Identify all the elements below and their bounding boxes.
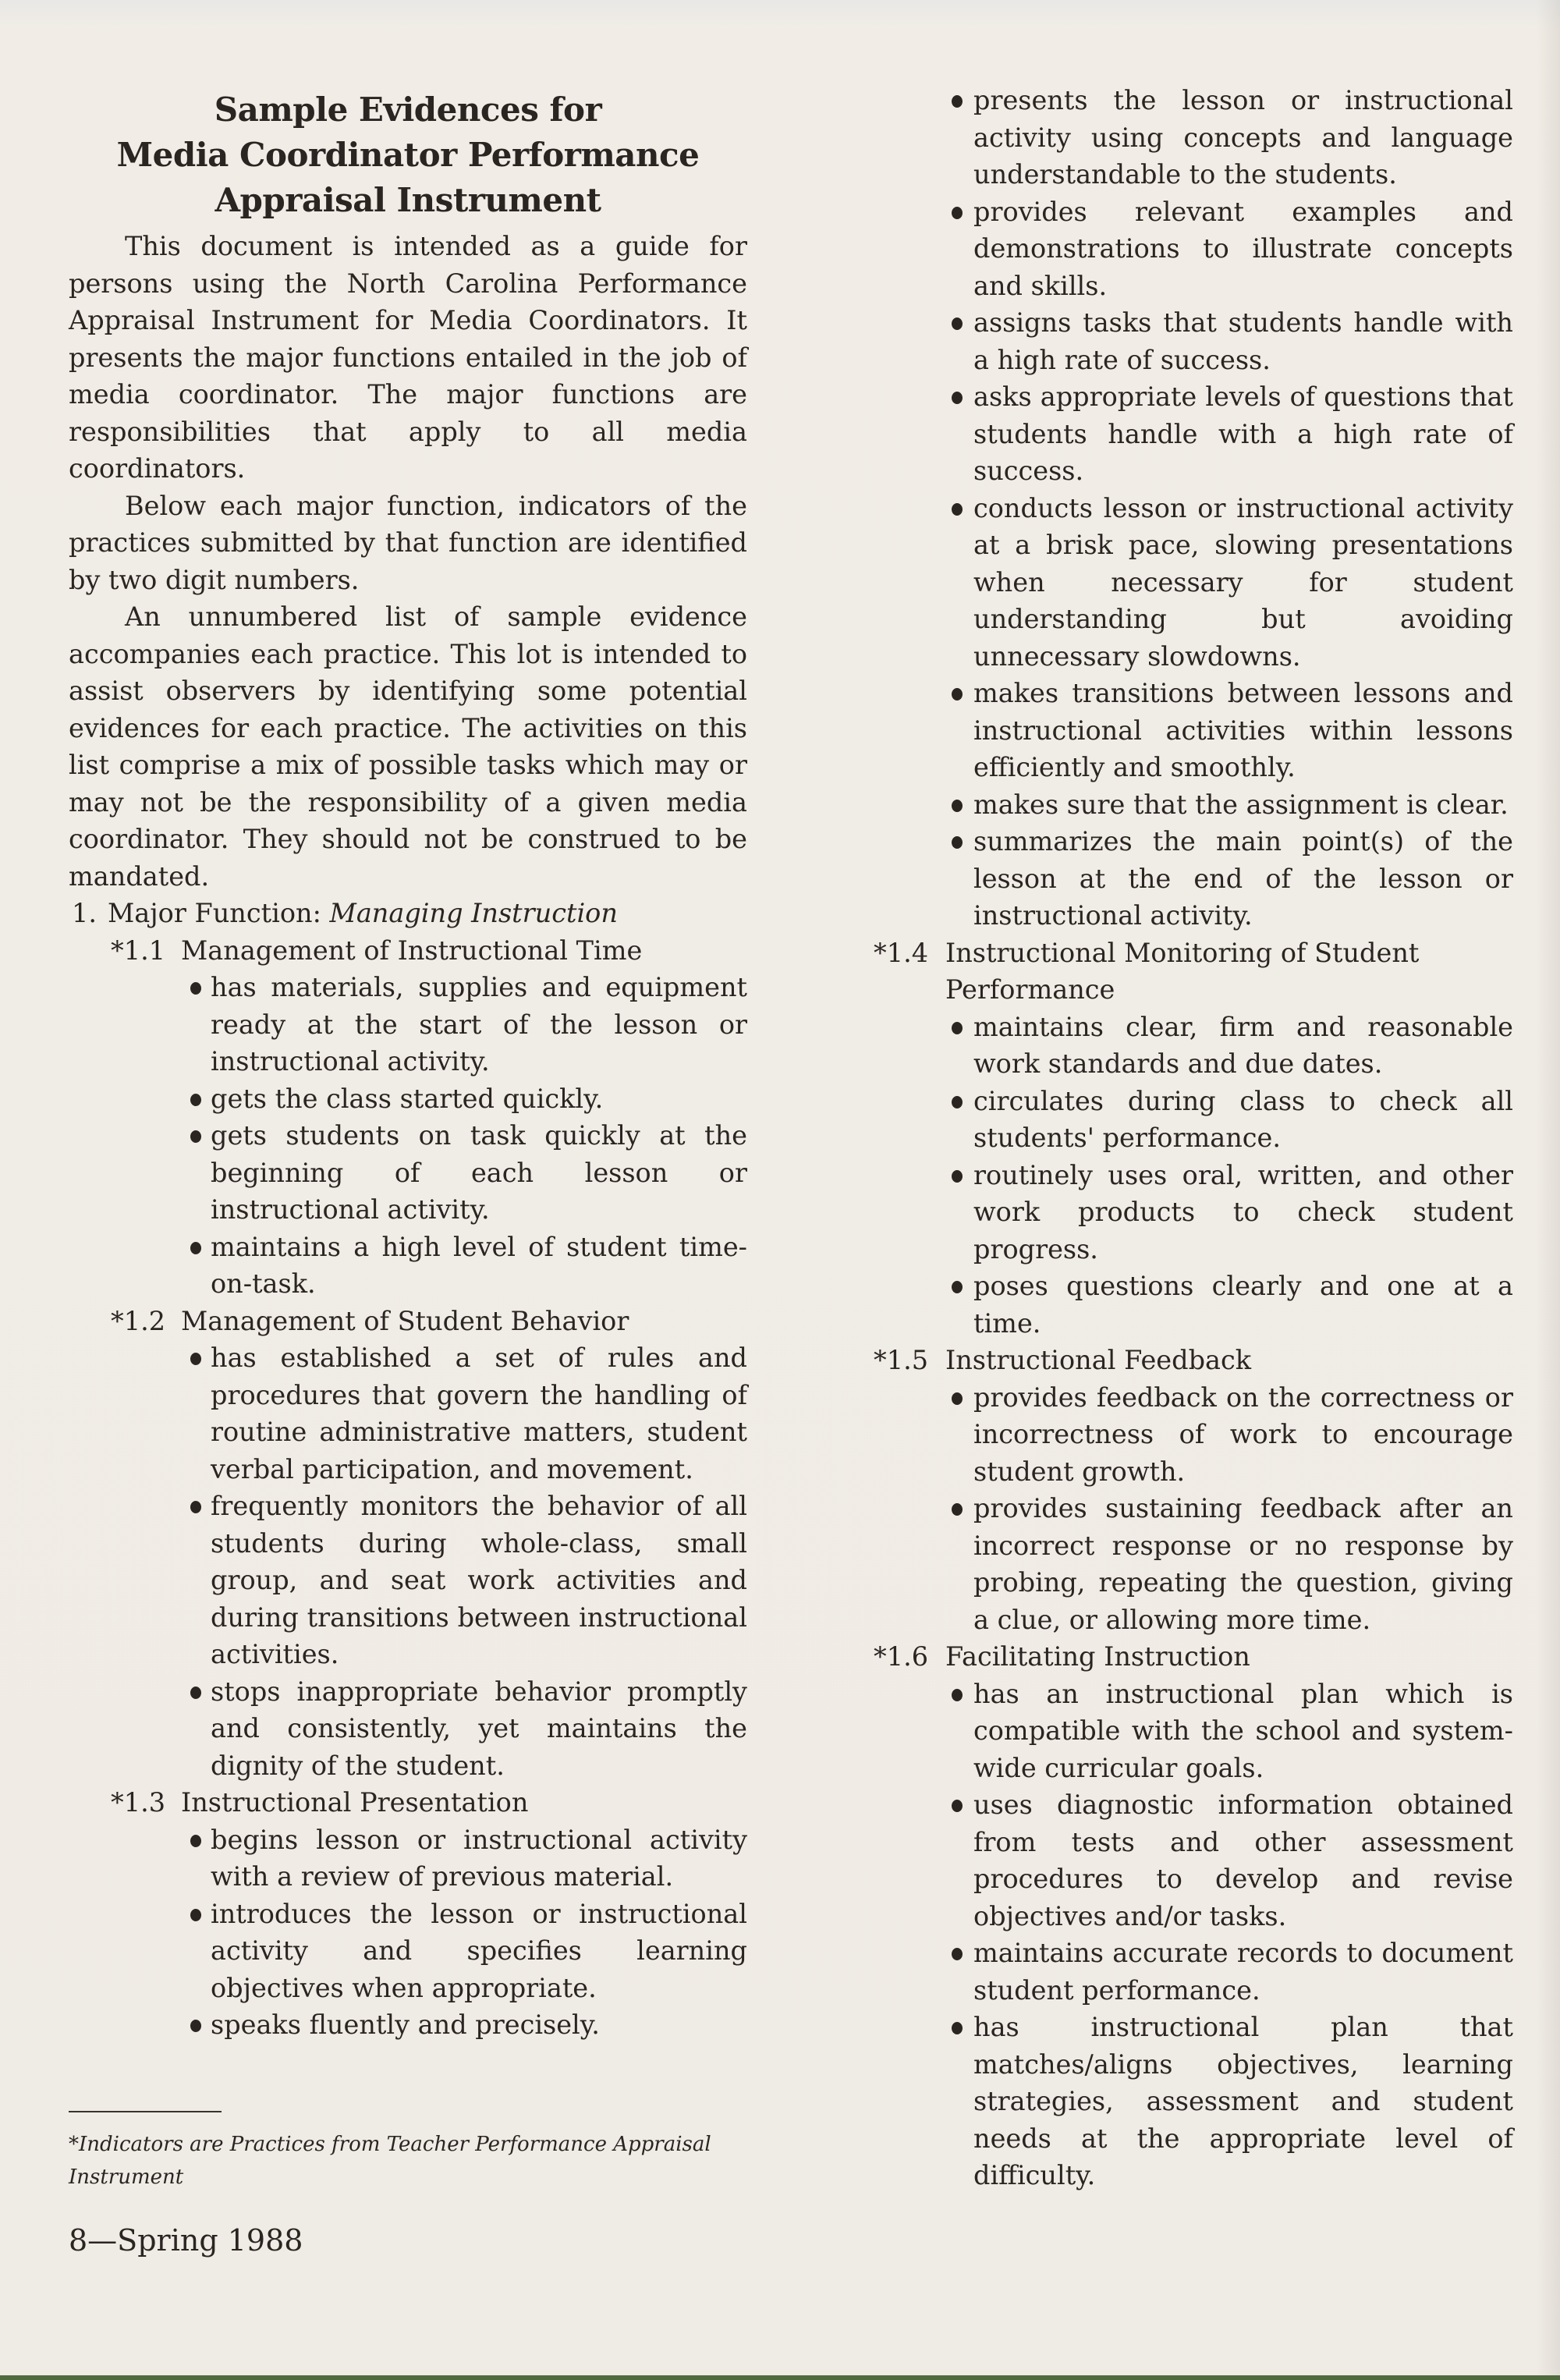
- indicator-number: *1.3: [111, 1787, 166, 1818]
- evidence-item: has instructional plan that matches/aligns objectives, learning strategies, assessment and student needs at the appropriate level of difficulty.: [874, 2009, 1513, 2194]
- major-function-heading: [69, 895, 747, 932]
- evidence-item: uses diagnostic information obtained from tests and other assessment procedures to develop and revise objectives and/or tasks.: [874, 1786, 1513, 1935]
- indicator-heading: [874, 935, 1513, 1009]
- title-line: Sample Evidences for: [214, 90, 602, 129]
- evidence-list: [874, 82, 1513, 935]
- title-line: Media Coordinator Performance: [116, 136, 700, 174]
- bullet-icon: [190, 1501, 201, 1513]
- indicator-heading: [874, 1638, 1513, 1676]
- bullet-icon: [952, 1281, 963, 1293]
- evidence-item: has established a set of rules and procedures that govern the handling of routine administrative matters, student verbal participation, and movement.: [69, 1339, 747, 1488]
- indicator-heading: [69, 1784, 747, 1821]
- evidence-item: has an instructional plan which is compatible with the school and system-wide curricular goals.: [874, 1676, 1513, 1787]
- bullet-icon: [952, 95, 963, 108]
- bullet-icon: [190, 1130, 201, 1143]
- major-function-name: Managing Instruction: [329, 898, 618, 928]
- evidence-item: gets students on task quickly at the beginning of each lesson or instructional activity.: [69, 1117, 747, 1229]
- indicator-title: Instructional Presentation: [181, 1787, 529, 1818]
- bullet-icon: [952, 317, 963, 330]
- bullet-icon: [952, 2022, 963, 2034]
- intro-paragraph: Below each major function, indicators of the practices submitted by that function are identified by two digit numbers.: [69, 490, 747, 595]
- bullet-icon: [952, 392, 963, 404]
- indicator-number: *1.5: [874, 1345, 929, 1375]
- footnote-divider: [69, 2111, 222, 2112]
- title-line: Appraisal Instrument: [214, 181, 601, 219]
- bullet-icon: [190, 2020, 201, 2032]
- document-title: [69, 87, 747, 223]
- bullet-icon: [952, 800, 963, 812]
- bullet-icon: [952, 1392, 963, 1405]
- bullet-icon: [952, 836, 963, 849]
- major-function-number: 1.: [72, 898, 97, 928]
- evidence-item: poses questions clearly and one at a time.: [874, 1268, 1513, 1342]
- evidence-item: makes sure that the assignment is clear.: [874, 786, 1513, 824]
- indicator-heading: [874, 1342, 1513, 1379]
- evidence-item: routinely uses oral, written, and other work products to check student progress.: [874, 1157, 1513, 1268]
- indicator-number: *1.6: [874, 1641, 929, 1672]
- evidence-list: [69, 969, 747, 1303]
- bullet-icon: [190, 1835, 201, 1847]
- evidence-list: [874, 1379, 1513, 1639]
- evidence-item: provides relevant examples and demonstrations to illustrate concepts and skills.: [874, 193, 1513, 305]
- right-column: [874, 82, 1513, 2194]
- evidence-list: [69, 1821, 747, 2044]
- bullet-icon: [190, 1909, 201, 1921]
- evidence-item: introduces the lesson or instructional activity and specifies learning objectives when appropriate.: [69, 1896, 747, 2007]
- bullet-icon: [952, 1800, 963, 1812]
- bottom-edge-strip: [0, 2375, 1560, 2380]
- evidence-item: conducts lesson or instructional activity at a brisk pace, slowing presentations when necessary for student understanding but avoiding unnecessary slowdowns.: [874, 490, 1513, 676]
- bullet-icon: [190, 1242, 201, 1254]
- evidence-item: presents the lesson or instructional activity using concepts and language understandable to the students.: [874, 82, 1513, 193]
- evidence-item: maintains clear, firm and reasonable work standards and due dates.: [874, 1009, 1513, 1083]
- evidence-item: provides feedback on the correctness or incorrectness of work to encourage student growth.: [874, 1379, 1513, 1491]
- bullet-icon: [952, 1948, 963, 1960]
- bullet-icon: [952, 207, 963, 219]
- bullet-icon: [190, 982, 201, 995]
- indicator-heading: [69, 932, 747, 970]
- evidence-list: [874, 1009, 1513, 1343]
- bullet-icon: [952, 1503, 963, 1516]
- bullet-icon: [952, 1689, 963, 1701]
- indicator-title: Instructional Feedback: [945, 1345, 1252, 1375]
- bullet-icon: [952, 1170, 963, 1183]
- evidence-item: asks appropriate levels of questions that students handle with a high rate of success.: [874, 378, 1513, 490]
- bullet-icon: [952, 1022, 963, 1034]
- evidence-item: stops inappropriate behavior promptly and consistently, yet maintains the dignity of the student.: [69, 1673, 747, 1785]
- evidence-item: makes transitions between lessons and instructional activities within lessons efficiently and smoothly.: [874, 675, 1513, 786]
- evidence-item: maintains accurate records to document student performance.: [874, 1935, 1513, 2009]
- evidence-item: assigns tasks that students handle with a high rate of success.: [874, 304, 1513, 378]
- page-folio: 8—Spring 1988: [69, 2222, 303, 2258]
- indicator-number: *1.2: [111, 1305, 166, 1336]
- evidence-item: summarizes the main point(s) of the lesson at the end of the lesson or instructional activity.: [874, 823, 1513, 935]
- bullet-icon: [190, 1687, 201, 1699]
- bullet-icon: [952, 503, 963, 516]
- major-function-label: Major Function:: [108, 898, 321, 928]
- indicator-heading: [69, 1303, 747, 1340]
- evidence-item: begins lesson or instructional activity with a review of previous material.: [69, 1821, 747, 1896]
- evidence-item: speaks fluently and precisely.: [69, 2006, 747, 2044]
- evidence-item: has materials, supplies and equipment ready at the start of the lesson or instructional activity.: [69, 969, 747, 1080]
- bullet-icon: [190, 1094, 201, 1106]
- evidence-item: provides sustaining feedback after an incorrect response or no response by probing, repeating the question, giving a clue, or allowing more time.: [874, 1490, 1513, 1638]
- indicator-title: Management of Student Behavior: [181, 1305, 629, 1336]
- footnote: *Indicators are Practices from Teacher Performance Appraisal Instrument: [69, 2132, 711, 2189]
- left-column: [69, 87, 747, 2259]
- intro-paragraph: This document is intended as a guide for persons using the North Carolina Performance Appraisal Instrument for Media Coordinators. It presents the major functions entailed in the job of media coordinator. The major functions are responsibilities that apply to all media coordinators.: [69, 231, 747, 484]
- evidence-list: [69, 1339, 747, 1784]
- indicator-number: *1.1: [111, 935, 166, 966]
- indicator-title: Facilitating Instruction: [945, 1641, 1250, 1672]
- indicator-number: *1.4: [874, 937, 929, 968]
- page-edge-shadow: [1537, 0, 1560, 2380]
- bullet-icon: [952, 1096, 963, 1108]
- evidence-item: circulates during class to check all students' performance.: [874, 1083, 1513, 1157]
- evidence-item: frequently monitors the behavior of all students during whole-class, small group, and seat work activities and during transitions between instructional activities.: [69, 1488, 747, 1673]
- evidence-list: [874, 1676, 1513, 2194]
- indicator-title: Instructional Monitoring of Student Performance: [945, 937, 1420, 1005]
- bullet-icon: [952, 688, 963, 701]
- bullet-icon: [190, 1353, 201, 1365]
- indicator-title: Management of Instructional Time: [181, 935, 643, 966]
- intro-paragraph: An unnumbered list of sample evidence accompanies each practice. This lot is intended to assist observers by identifying some potential evidences for each practice. The activities on this list comprise a mix of possible tasks which may or may not be the responsibility of a given media coordinator. They should not be construed to be mandated.: [69, 601, 747, 892]
- evidence-item: maintains a high level of student time-on-task.: [69, 1229, 747, 1303]
- evidence-item: gets the class started quickly.: [69, 1080, 747, 1118]
